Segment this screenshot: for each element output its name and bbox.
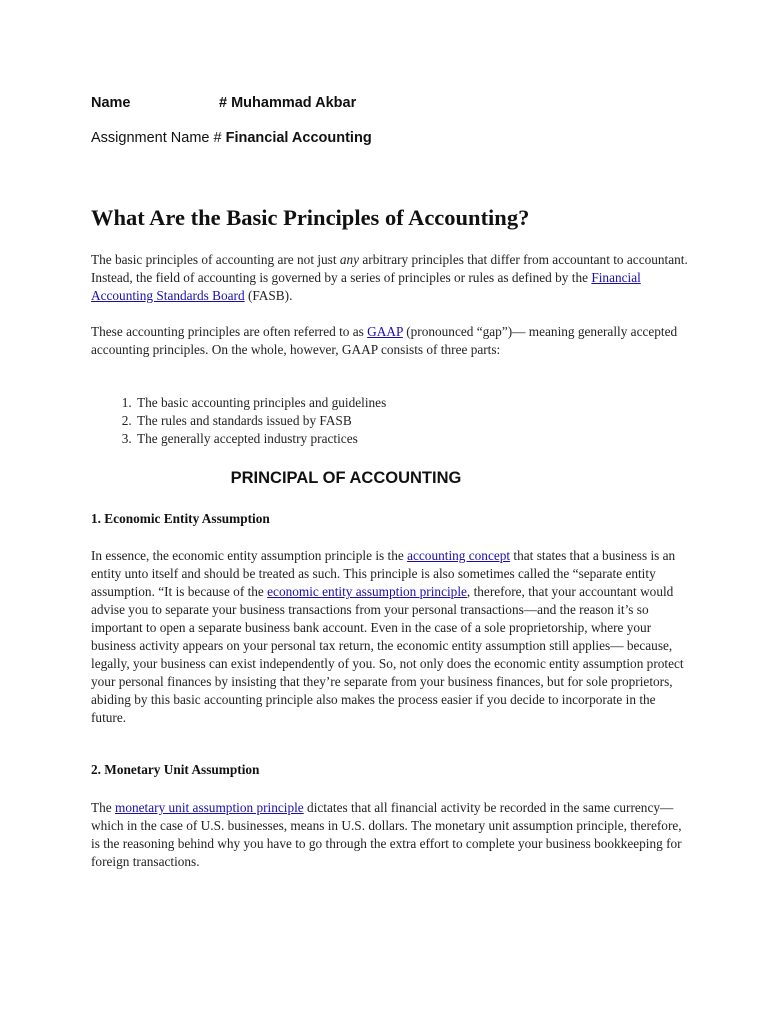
- intro-p1-text-a: The basic principles of accounting are not just: [91, 252, 340, 267]
- document-title: What Are the Basic Principles of Accounting?: [91, 205, 530, 230]
- econ-text-c: , therefore, that your accountant would advise you to separate your business transactions from your personal transactions—and the reason it’s so important to open a separate business bank account. Even in the case of a sole proprietorship, where your business activity appears on your personal tax return, the economic entity assumption still applies— because, legally, your business can exist independently of you. So, not only does the economic entity assumption protect your personal finances by insisting that they’re separate from your business finances, but for sole proprietors, abiding by this basic accounting principle also makes the process easier if you decide to incorporate in the future.: [91, 584, 684, 725]
- monetary-unit-heading: 2. Monetary Unit Assumption: [91, 762, 260, 777]
- gaap-parts-list: [91, 394, 386, 448]
- intro-paragraph-2: [91, 323, 691, 359]
- econ-text-b: that states that a business is an entity unto itself and should be treated as such. This principle is also sometimes called the “separate entity assumption. “It is because of the: [91, 548, 676, 599]
- economic-entity-link[interactable]: economic entity assumption principle: [267, 584, 467, 599]
- name-row: [91, 95, 356, 111]
- intro-paragraph-1: [91, 251, 691, 305]
- intro-p1-emphasis: any: [339, 252, 360, 267]
- intro-p1-text-b: arbitrary principles that differ from accountant to accountant. Instead, the field of accounting is governed by a series of principles or rules as defined by the: [91, 252, 688, 285]
- accounting-concept-link[interactable]: accounting concept: [407, 548, 511, 563]
- fasb-link[interactable]: Financial Accounting Standards Board: [91, 270, 641, 303]
- list-item: 3. The generally accepted industry practices: [135, 430, 386, 448]
- economic-entity-paragraph: [91, 547, 691, 727]
- monetary-unit-paragraph: [91, 799, 691, 871]
- monetary-unit-link[interactable]: monetary unit assumption principle: [115, 800, 304, 815]
- assignment-row: [91, 130, 372, 146]
- gaap-link[interactable]: GAAP: [367, 324, 403, 339]
- intro-p1-text-c: (FASB).: [244, 288, 293, 303]
- assignment-value: Financial Accounting: [225, 130, 372, 146]
- name-value: # Muhammad Akbar: [219, 95, 357, 111]
- section-title: PRINCIPAL OF ACCOUNTING: [230, 469, 462, 487]
- intro-p2-text-a: These accounting principles are often referred to as: [91, 324, 368, 339]
- monetary-text-b: dictates that all financial activity be recorded in the same currency—which in the case of U.S. businesses, means in U.S. dollars. The monetary unit assumption principle, therefore, is the reasoning behind why you have to go through the extra effort to complete your business bookkeeping for foreign transactions.: [91, 800, 682, 869]
- econ-text-a: In essence, the economic entity assumption principle is the: [91, 548, 408, 563]
- economic-entity-heading: 1. Economic Entity Assumption: [91, 511, 270, 526]
- list-item: 1. The basic accounting principles and guidelines: [135, 394, 386, 412]
- list-item: 2. The rules and standards issued by FASB: [135, 412, 386, 430]
- name-label: Name: [91, 95, 131, 111]
- intro-p2-text-b: (pronounced “gap”)— meaning generally accepted accounting principles. On the whole, however, GAAP consists of three parts:: [91, 324, 678, 357]
- assignment-label: Assignment Name #: [91, 130, 226, 146]
- monetary-text-a: The: [91, 800, 115, 815]
